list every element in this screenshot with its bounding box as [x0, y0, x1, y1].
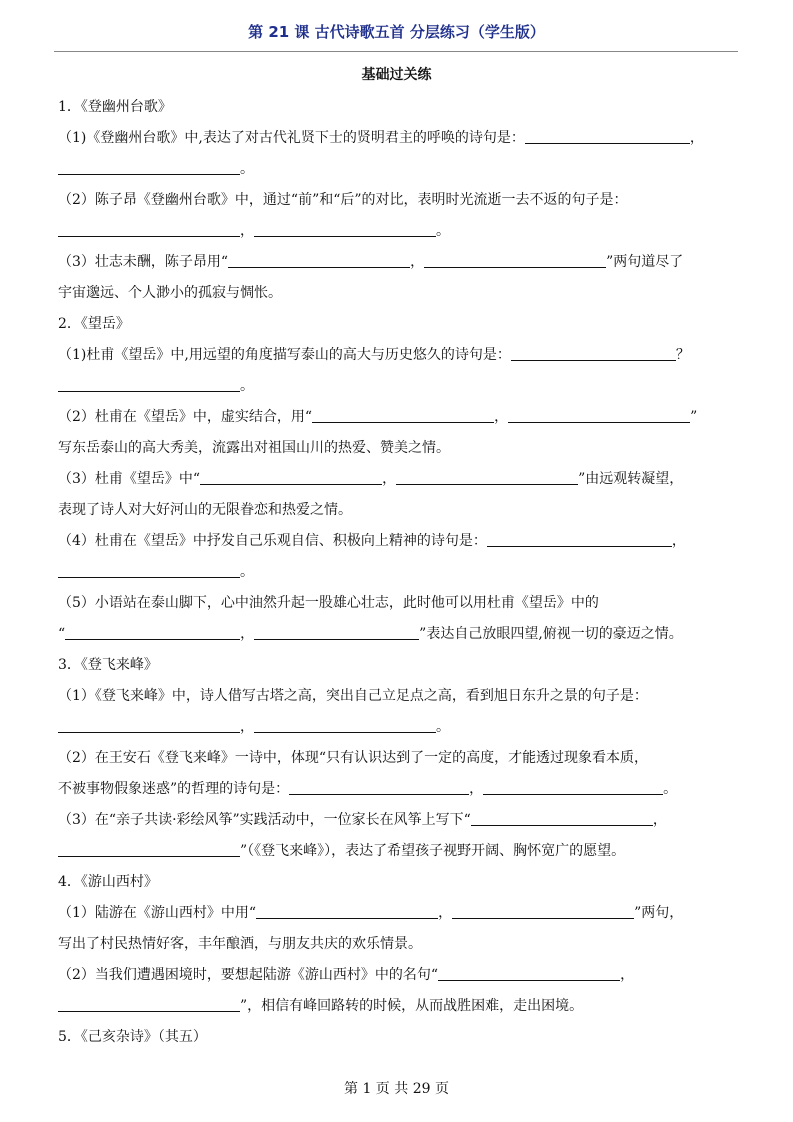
- answer-blank[interactable]: [396, 467, 578, 485]
- answer-blank[interactable]: [58, 374, 240, 392]
- question-3-3: （3）在“亲子共读·彩绘风筝”实践活动中，一位家长在风筝上写下“ ，: [58, 805, 742, 836]
- question-2-4: （4）杜甫在《望岳》中抒发自己乐观自信、积极向上精神的诗句是： ，: [58, 526, 742, 557]
- answer-blank[interactable]: [65, 622, 240, 640]
- question-4-1-cont: 写出了村民热情好客，丰年酿酒，与朋友共庆的欢乐情景。: [58, 936, 422, 952]
- document-header-title: 第 21 课 古代诗歌五首 分层练习（学生版）: [248, 23, 545, 41]
- answer-blank[interactable]: [58, 219, 240, 237]
- question-4-1: （1）陆游在《游山西村》中用“ ， ”两句，: [58, 898, 742, 929]
- question-1-heading: 1．《登幽州台歌》: [58, 99, 172, 115]
- answer-blank[interactable]: [228, 250, 410, 268]
- answer-blank[interactable]: [254, 622, 419, 640]
- question-2-heading: 2．《望岳》: [58, 316, 130, 332]
- question-3-heading: 3．《登飞来峰》: [58, 657, 158, 673]
- answer-blank[interactable]: [483, 777, 663, 795]
- answer-blank[interactable]: [58, 157, 240, 175]
- question-5-heading: 5．《己亥杂诗》（其五）: [58, 1029, 207, 1045]
- question-2-4-cont: 。: [58, 557, 742, 588]
- question-1-2: （2）陈子昂《登幽州台歌》中，通过“前”和“后”的对比，表明时光流逝一去不返的句子是：: [58, 192, 628, 208]
- question-2-3-cont: 表现了诗人对大好河山的无限眷恋和热爱之情。: [58, 502, 352, 518]
- question-4-2: （2）当我们遭遇困境时，要想起陆游《游山西村》中的名句“ ，: [58, 960, 742, 991]
- question-1-2-cont: ， 。: [58, 216, 742, 247]
- answer-blank[interactable]: [256, 901, 438, 919]
- question-2-2: （2）杜甫在《望岳》中，虚实结合，用“ ， ”: [58, 402, 742, 433]
- answer-blank[interactable]: [58, 560, 240, 578]
- question-1-3-cont: 宇宙邈远、个人渺小的孤寂与惆怅。: [58, 285, 282, 301]
- answer-blank[interactable]: [312, 405, 494, 423]
- page-number: 第 1 页 共 29 页: [344, 1081, 449, 1097]
- question-1-1: （1)《登幽州台歌》中,表达了对古代礼贤下士的贤明君主的呼唤的诗句是： ，: [58, 123, 742, 154]
- header-divider: [54, 51, 738, 52]
- question-3-3-cont: ”（《登飞来峰》），表达了希望孩子视野开阔、胸怀宽广的愿望。: [58, 836, 742, 867]
- answer-blank[interactable]: [254, 715, 436, 733]
- question-4-2-cont: ”，相信有峰回路转的时候，从而战胜困难，走出困境。: [58, 991, 742, 1022]
- answer-blank[interactable]: [452, 901, 634, 919]
- answer-blank[interactable]: [200, 467, 382, 485]
- exercise-content: [58, 92, 742, 1053]
- question-4-heading: 4．《游山西村》: [58, 874, 158, 890]
- answer-blank[interactable]: [471, 808, 653, 826]
- answer-blank[interactable]: [58, 715, 240, 733]
- question-2-1: （1)杜甫《望岳》中,用远望的角度描写泰山的高大与历史悠久的诗句是： ？: [58, 340, 742, 371]
- question-1-3: （3）壮志未酬，陈子昂用“ ， ”两句道尽了: [58, 247, 742, 278]
- question-2-5-cont: “ ， ”表达自己放眼四望,俯视一切的豪迈之情。: [58, 619, 742, 650]
- section-title: 基础过关练: [361, 67, 432, 83]
- question-2-3: （3）杜甫《望岳》中“ ， ”由远观转凝望，: [58, 464, 742, 495]
- answer-blank[interactable]: [508, 405, 690, 423]
- answer-blank[interactable]: [58, 994, 240, 1012]
- question-3-1: （1）《登飞来峰》中，诗人借写古塔之高，突出自己立足点之高，看到旭日东升之景的句子是：: [58, 688, 648, 704]
- question-1-1-cont: 。: [58, 154, 742, 185]
- answer-blank[interactable]: [254, 219, 436, 237]
- question-2-2-cont: 写东岳泰山的高大秀美，流露出对祖国山川的热爱、赞美之情。: [58, 440, 450, 456]
- answer-blank[interactable]: [58, 839, 240, 857]
- answer-blank[interactable]: [511, 343, 676, 361]
- answer-blank[interactable]: [289, 777, 469, 795]
- question-3-1-cont: ， 。: [58, 712, 742, 743]
- question-3-2: （2）在王安石《登飞来峰》一诗中，体现“只有认识达到了一定的高度，才能透过现象看本质，: [58, 750, 649, 766]
- question-2-1-cont: 。: [58, 371, 742, 402]
- question-2-5: （5）小语站在泰山脚下，心中油然升起一股雄心壮志，此时他可以用杜甫《望岳》中的: [58, 595, 599, 611]
- answer-blank[interactable]: [424, 250, 606, 268]
- answer-blank[interactable]: [525, 126, 690, 144]
- answer-blank[interactable]: [487, 529, 672, 547]
- question-3-2-cont: 不被事物假象迷惑”的哲理的诗句是： ， 。: [58, 774, 742, 805]
- answer-blank[interactable]: [438, 963, 620, 981]
